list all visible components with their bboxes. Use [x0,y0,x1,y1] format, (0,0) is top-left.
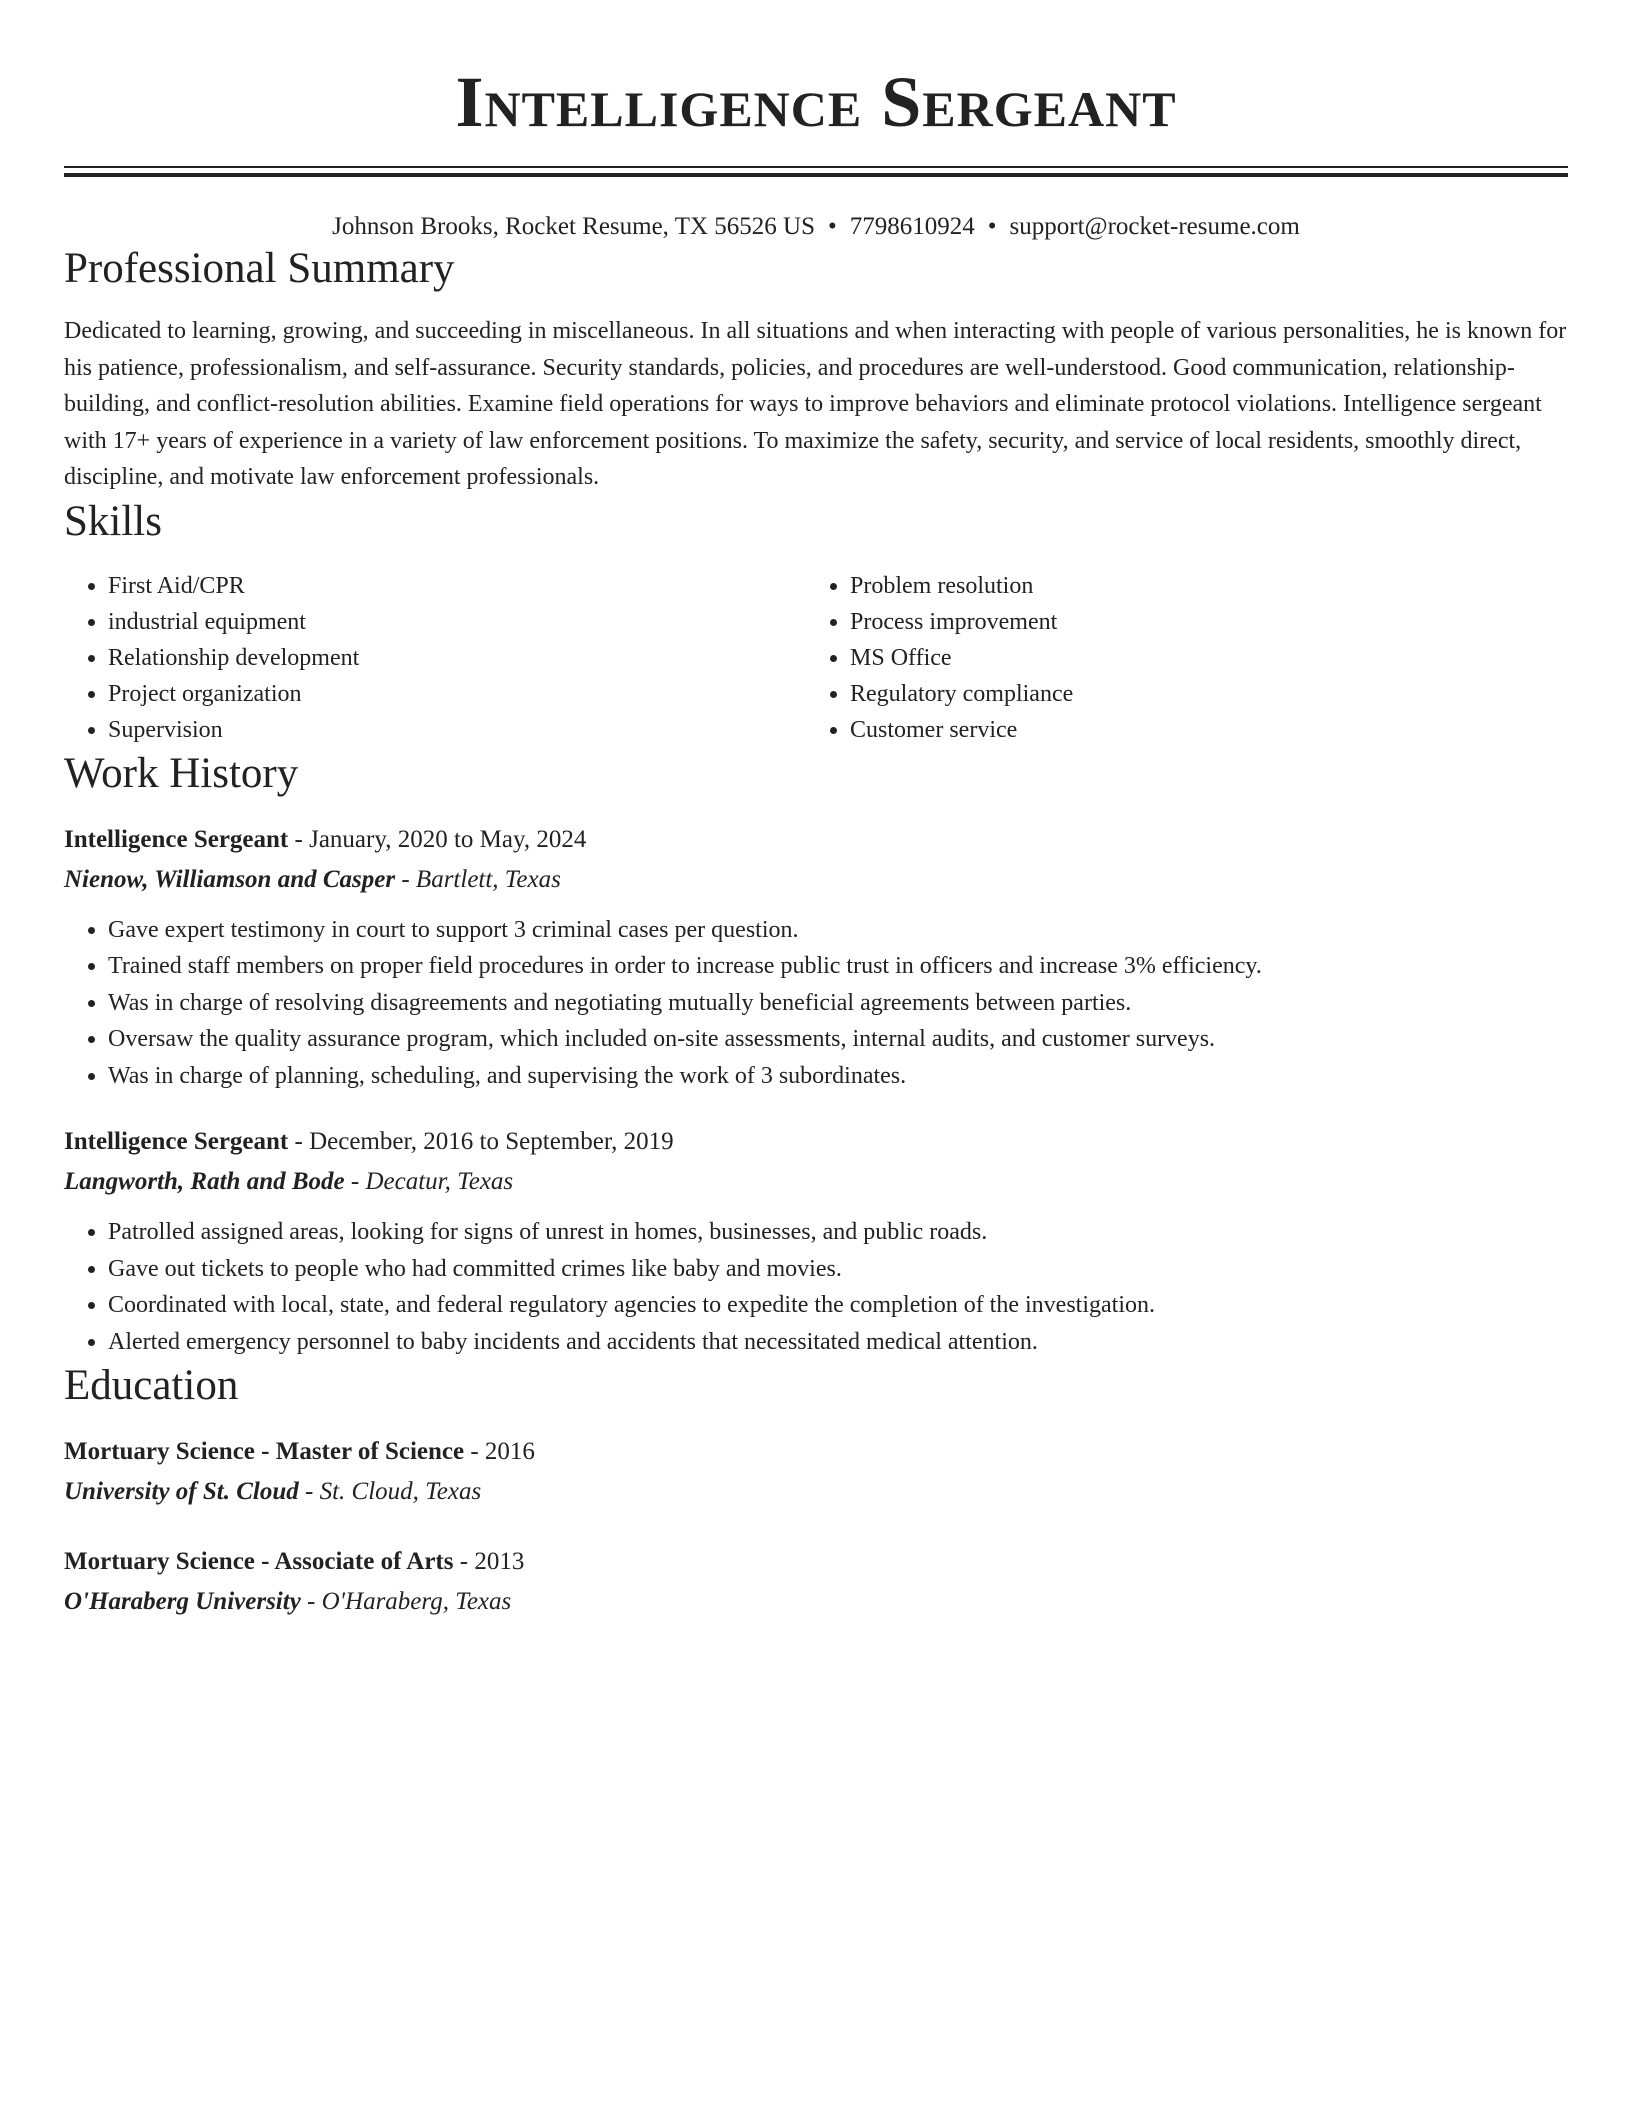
skill-item: • industrial equipment [108,604,806,640]
job-employer: Nienow, Williamson and Casper - Bartlett, Texas [64,865,561,893]
resume-title: Intelligence Sergeant [455,62,1177,142]
education-school: University of St. Cloud [64,1478,299,1505]
job-duty: • Trained staff members on proper field procedures in order to increase public trust in officers and increase 3% efficiency. [108,948,1568,985]
job-entry [64,820,1568,1095]
job-duty: • Oversaw the quality assurance program, which included on-site assessments, internal audits, and customer surveys. [108,1021,1568,1058]
education-year: 2016 [484,1438,535,1465]
job-dates: January, 2020 to May, 2024 [309,825,587,853]
job-duty: • Gave out tickets to people who had committed crimes like baby and movies. [108,1251,1568,1288]
education-entry [64,1432,1568,1512]
job-duty: • Coordinated with local, state, and federal regulatory agencies to expedite the completion of the investigation. [108,1287,1568,1324]
skill-item: • Project organization [108,676,806,712]
contact-phone: 7798610924 [849,213,975,240]
job-duty: • Gave expert testimony in court to support 3 criminal cases per question. [108,912,1568,949]
education-heading: Education [64,1362,239,1409]
skills-grid [64,568,1568,748]
job-employer: Langworth, Rath and Bode - Decatur, Texas [64,1168,514,1195]
job-role: Intelligence Sergeant [64,825,289,853]
job-entry [64,1122,1568,1360]
skill-item: • Regulatory compliance [850,676,1548,712]
job-location: Bartlett, Texas [415,865,561,893]
education-location: O'Haraberg, Texas [321,1588,512,1615]
job-duty: • Was in charge of planning, scheduling, and supervising the work of 3 subordinates. [108,1058,1568,1095]
education-header: Mortuary Science - Associate of Arts - 2013 [64,1548,525,1575]
job-duties [64,912,1568,1095]
summary-text: Dedicated to learning, growing, and succeeding in miscellaneous. In all situations and when interacting with people of various personalities, he is known for his patience, professionalism, and self-assurance. Security standards, policies, and procedures are well-understood. Good communication, relationship-building, and conflict-resolution abilities. Examine field operations for ways to improve behaviors and eliminate protocol violations. Intelligence sergeant with 17+ years of experience in a variety of law enforcement positions. To maximize the safety, security, and service of local residents, smoothly direct, discipline, and motivate law enforcement professionals. [64,318,1567,490]
summary-heading: Professional Summary [64,245,455,292]
job-role: Intelligence Sergeant [64,1128,289,1155]
contact-address: Johnson Brooks, Rocket Resume, TX 56526 US [332,213,816,240]
job-dates: December, 2016 to September, 2019 [309,1128,674,1155]
title-divider-thin [64,166,1568,168]
job-company: Nienow, Williamson and Casper [64,865,396,893]
skills-right-column [806,568,1548,748]
title-divider-thick [64,173,1568,177]
work-history-heading: Work History [64,749,299,797]
skill-item: • First Aid/CPR [108,568,806,604]
skill-item: • Customer service [850,712,1548,748]
education-year: 2013 [474,1548,525,1575]
job-header: Intelligence Sergeant - January, 2020 to May, 2024 [64,825,587,853]
skills-left-column [64,568,806,748]
education-institution: O'Haraberg University - O'Haraberg, Texas [64,1588,512,1615]
skill-item: • Problem resolution [850,568,1548,604]
job-duties [64,1214,1568,1360]
education-header: Mortuary Science - Master of Science - 2016 [64,1438,535,1465]
contact-line [64,211,1568,243]
education-entry [64,1542,1568,1622]
education-degree: Mortuary Science - Master of Science [64,1438,465,1465]
job-company: Langworth, Rath and Bode [64,1168,345,1195]
skills-heading: Skills [64,497,162,545]
education-location: St. Cloud, Texas [319,1478,482,1505]
contact-separator: • [828,213,837,240]
contact-email: support@rocket-resume.com [1009,213,1300,240]
education-institution: University of St. Cloud - St. Cloud, Texas [64,1478,482,1505]
resume-page [64,0,1568,1622]
job-duty: • Patrolled assigned areas, looking for signs of unrest in homes, businesses, and public roads. [108,1214,1568,1251]
education-degree: Mortuary Science - Associate of Arts [64,1548,454,1575]
education-school: O'Haraberg University [64,1588,301,1615]
skill-item: • MS Office [850,640,1548,676]
contact-separator: • [987,213,997,240]
job-header: Intelligence Sergeant - December, 2016 to September, 2019 [64,1128,674,1155]
job-duty: • Alerted emergency personnel to baby incidents and accidents that necessitated medical attention. [108,1324,1568,1361]
job-location: Decatur, Texas [365,1168,514,1195]
skill-item: • Relationship development [108,640,806,676]
job-duty: • Was in charge of resolving disagreements and negotiating mutually beneficial agreements between parties. [108,985,1568,1022]
skill-item: • Process improvement [850,604,1548,640]
skill-item: • Supervision [108,712,806,748]
